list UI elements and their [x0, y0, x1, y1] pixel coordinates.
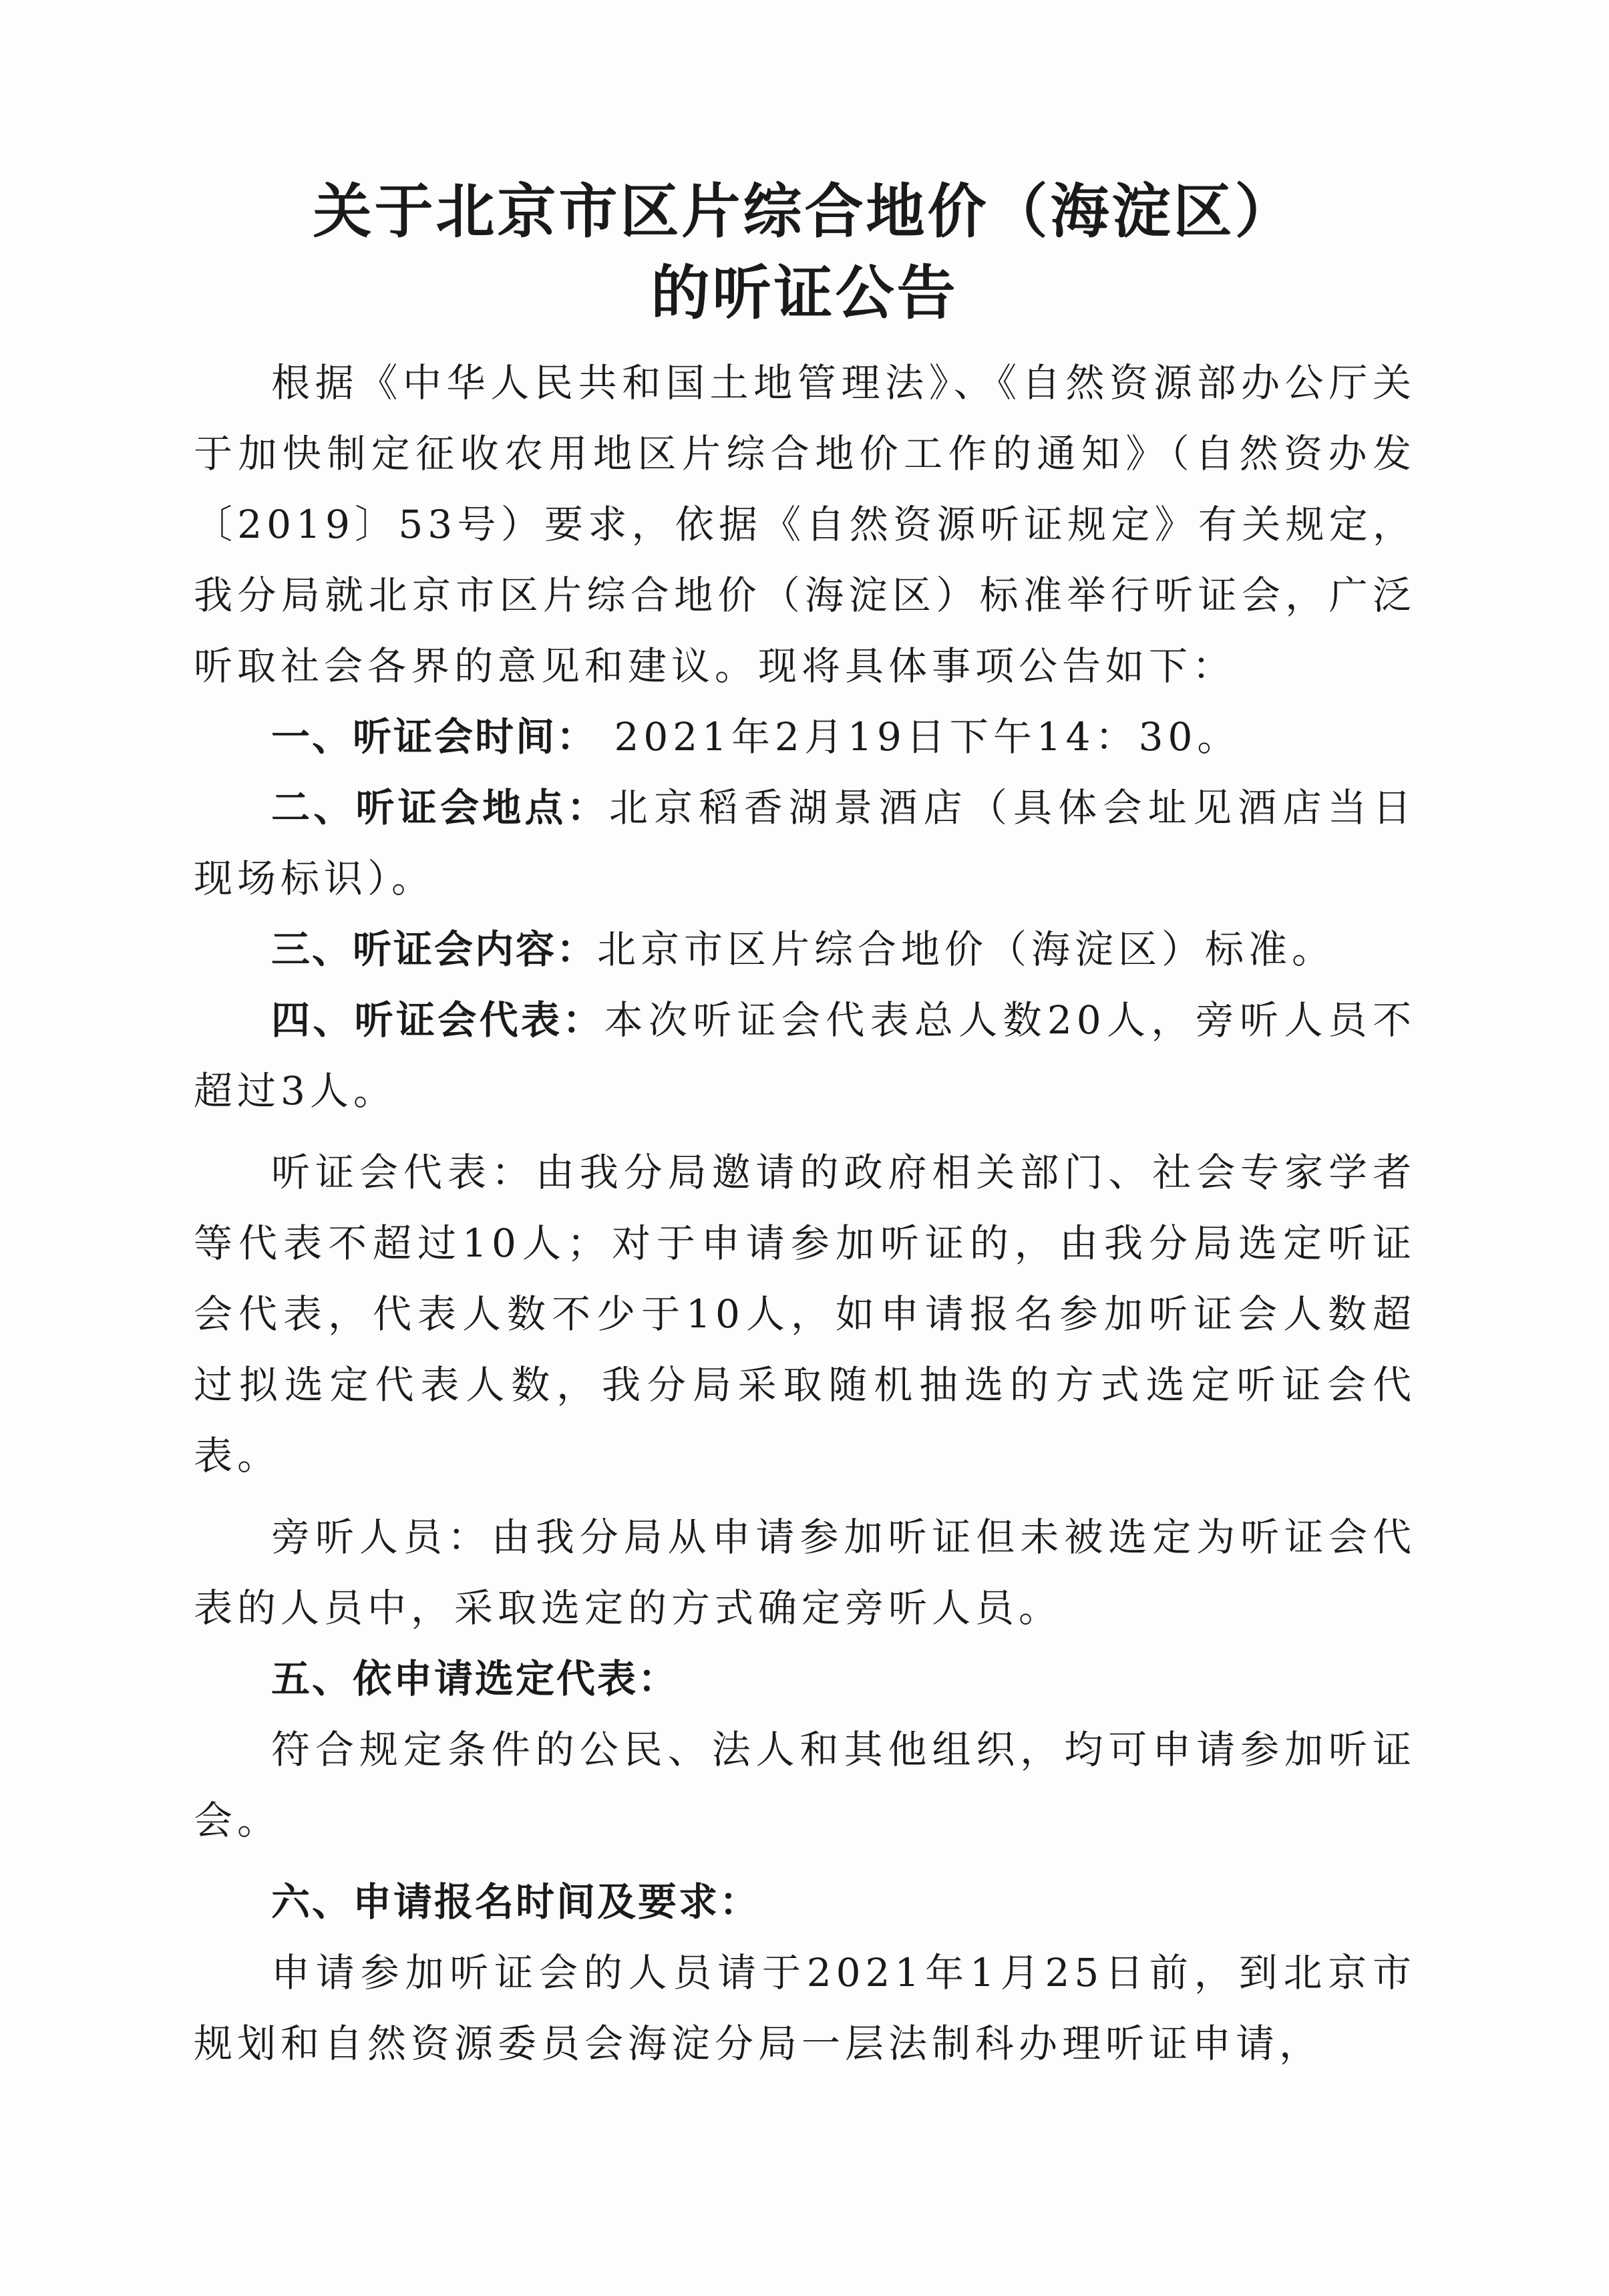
section-time	[194, 701, 1416, 772]
section-location-heading: 二、听证会地点：	[271, 785, 609, 830]
section-content	[194, 914, 1416, 985]
section-time-text: 2021年2月19日下午14：30。	[597, 714, 1241, 760]
section-content-heading: 三、听证会内容：	[271, 927, 598, 972]
section-time-heading: 一、听证会时间：	[271, 714, 598, 760]
section-registration-heading: 六、申请报名时间及要求：	[271, 1879, 761, 1925]
section-representatives	[194, 985, 1416, 1126]
section-registration-text: 申请参加听证会的人员请于2021年1月25日前，到北京市规划和自然资源委员会海淀分局一层法制科办理听证申请，	[194, 1950, 1416, 2066]
section-apply	[194, 1643, 1416, 1714]
representatives-paragraph: 听证会代表：由我分局邀请的政府相关部门、社会专家学者等代表不超过10人；对于申请参加听证的，由我分局选定听证会代表，代表人数不少于10人，如申请报名参加听证会人数超过拟选定代表人数，我分局采取随机抽选的方式选定听证会代表。	[194, 1150, 1416, 1478]
document-title-line-1: 关于北京市区片综合地价（海淀区）	[313, 177, 1296, 246]
document-body	[194, 347, 1416, 2079]
section-representatives-text: 本次听证会代表总人数20人，旁听人员不超过3人。	[194, 997, 1416, 1114]
section-representatives-heading: 四、听证会代表：	[271, 997, 604, 1043]
section-location	[194, 772, 1416, 914]
section-registration	[194, 1866, 1416, 1937]
document-title-line-2: 的听证公告	[651, 259, 958, 327]
section-location-text: 北京稻香湖景酒店（具体会址见酒店当日现场标识）。	[194, 785, 1416, 901]
section-apply-text: 符合规定条件的公民、法人和其他组织，均可申请参加听证会。	[194, 1727, 1416, 1843]
section-content-text: 北京市区片综合地价（海淀区）标准。	[597, 927, 1336, 972]
section-apply-heading: 五、依申请选定代表：	[271, 1656, 679, 1701]
observers-paragraph: 旁听人员：由我分局从申请参加听证但未被选定为听证会代表的人员中，采取选定的方式确定旁听人员。	[194, 1514, 1416, 1631]
intro-paragraph: 根据《中华人民共和国土地管理法》、《自然资源部办公厅关于加快制定征收农用地区片综合地价工作的通知》（自然资办发〔2019〕53号）要求，依据《自然资源听证规定》有关规定，我分局就北京市区片综合地价（海淀区）标准举行听证会，广泛听取社会各界的意见和建议。现将具体事项公告如下：	[194, 360, 1416, 689]
